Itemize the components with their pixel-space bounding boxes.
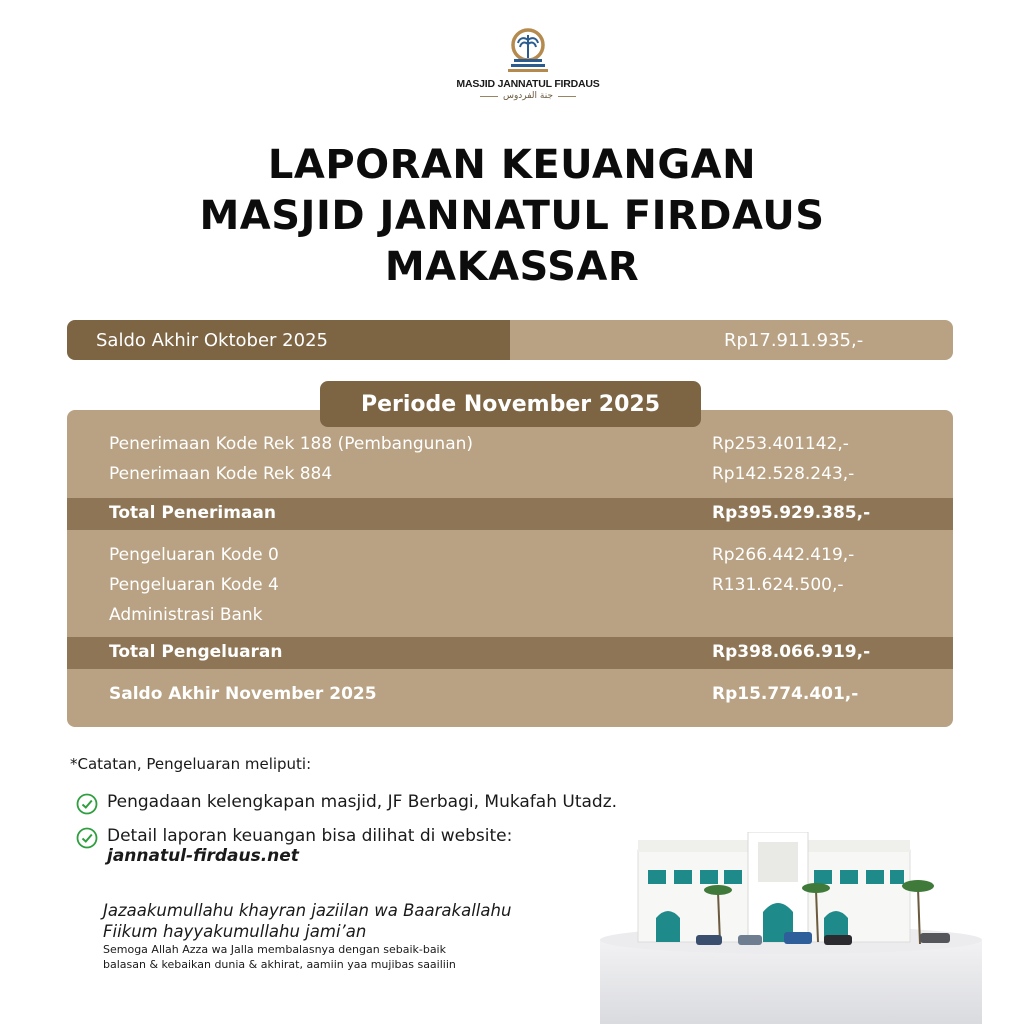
logo-arabic <box>452 91 604 101</box>
prayer-line: Jazaakumullahu khayran jaziilan wa Baarakallahu <box>103 901 512 920</box>
website-link[interactable]: jannatul-firdaus.net <box>107 846 299 866</box>
logo-arabic-text: جنة الفردوس <box>502 91 554 101</box>
page-title <box>0 140 1024 293</box>
receipt-label: Penerimaan Kode Rek 188 (Pembangunan) <box>109 434 474 454</box>
total-expenses-band <box>67 637 953 669</box>
note-text-block <box>107 826 512 866</box>
title-line-3: MAKASSAR <box>384 244 640 290</box>
closing-balance-value: Rp15.774.401,- <box>712 684 859 704</box>
mosque-emblem-icon <box>506 26 550 76</box>
expense-label: Pengeluaran Kode 0 <box>109 545 279 565</box>
prayer-translation: balasan & kebaikan dunia & akhirat, aamiin yaa mujibas saailiin <box>103 958 456 971</box>
expense-value: Rp266.442.419,- <box>712 545 855 565</box>
logo-name: MASJID JANNATUL FIRDAUS <box>456 78 600 90</box>
receipt-label: Penerimaan Kode Rek 884 <box>109 464 333 484</box>
note-item <box>76 826 512 866</box>
masjid-logo <box>452 26 604 101</box>
title-line-1: LAPORAN KEUANGAN <box>267 142 757 188</box>
total-receipts-label: Total Penerimaan <box>109 503 276 523</box>
receipt-value: Rp142.528.243,- <box>712 464 855 484</box>
expense-label: Pengeluaran Kode 4 <box>109 575 279 595</box>
opening-balance-value: Rp17.911.935,- <box>510 320 953 360</box>
title-line-2: MASJID JANNATUL FIRDAUS <box>199 193 825 239</box>
total-expenses-value: Rp398.066.919,- <box>712 642 871 662</box>
divider <box>558 96 576 97</box>
checkmark-circle-icon <box>76 827 98 849</box>
divider <box>480 96 498 97</box>
prayer-translation: Semoga Allah Azza wa Jalla membalasnya dengan sebaik-baik <box>103 943 446 956</box>
closing-prayer <box>103 900 623 972</box>
note-text: Detail laporan keuangan bisa dilihat di website: <box>107 826 513 846</box>
note-text: Pengadaan kelengkapan masjid, JF Berbagi, Mukafah Utadz. <box>107 792 618 812</box>
opening-balance-bar <box>67 320 953 360</box>
closing-balance-label: Saldo Akhir November 2025 <box>109 684 377 704</box>
period-label: Periode November 2025 <box>320 381 701 427</box>
total-receipts-band <box>67 498 953 530</box>
total-expenses-label: Total Pengeluaran <box>109 642 283 662</box>
checkmark-circle-icon <box>76 793 98 815</box>
note-item <box>76 792 617 815</box>
opening-balance-label: Saldo Akhir Oktober 2025 <box>67 320 510 360</box>
total-receipts-value: Rp395.929.385,- <box>712 503 871 523</box>
expense-label: Administrasi Bank <box>109 605 263 625</box>
mosque-building-image <box>598 832 1024 1024</box>
prayer-line: Fiikum hayyakumullahu jami’an <box>103 922 367 941</box>
financial-summary-card <box>67 410 953 727</box>
receipt-value: Rp253.401142,- <box>712 434 849 454</box>
notes-title: *Catatan, Pengeluaran meliputi: <box>70 755 312 773</box>
expense-value: R131.624.500,- <box>712 575 844 595</box>
